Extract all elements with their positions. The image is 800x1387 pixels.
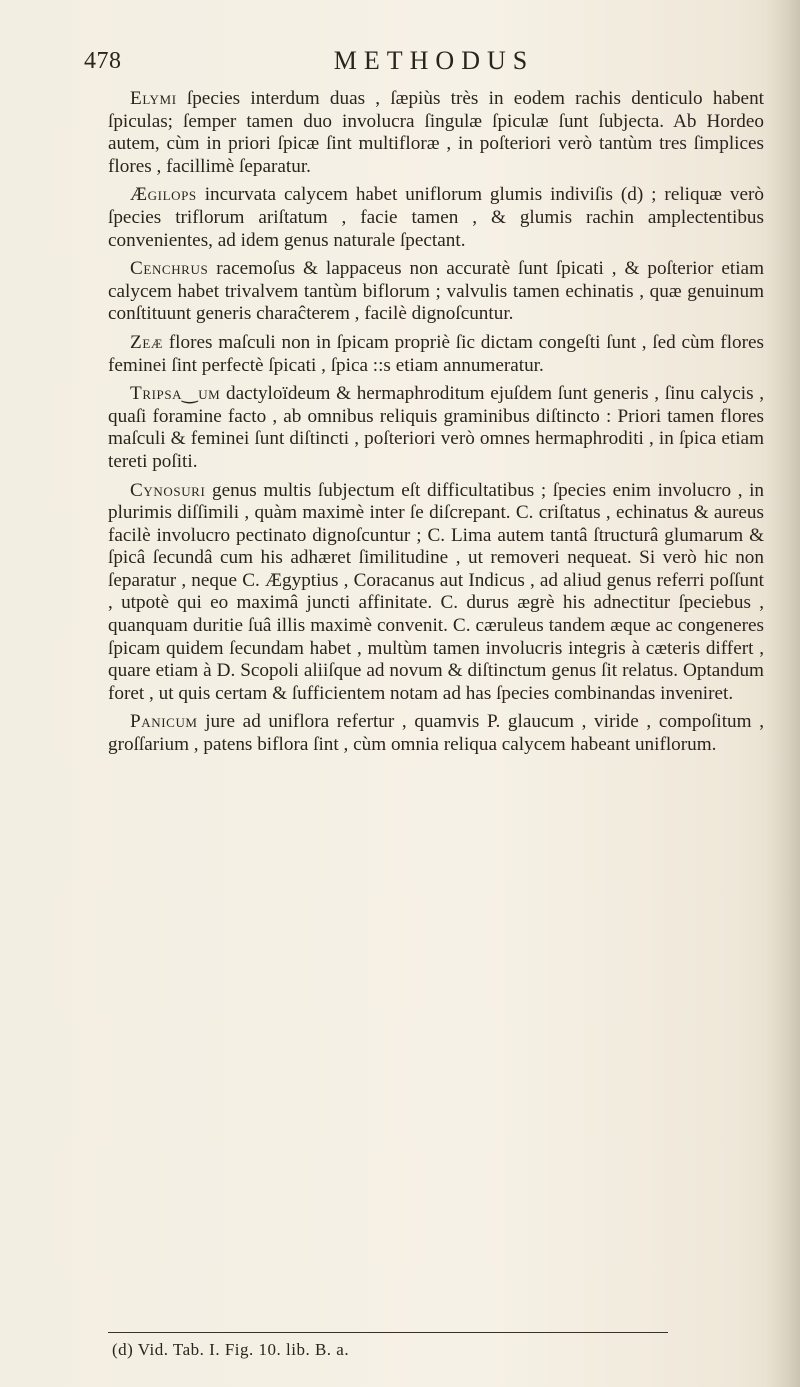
paragraph-text: dactyloïdeum & hermaphroditum ejuſdem ſunt generis , ſinu calycis , quaſi foramine facto , ab omnibus reliquis graminibus diſtincto : Priori tamen flores maſculi & feminei ſunt diſtincti , poſteriori verò omnes hermaphroditi , in ſpica etiam tereti poſiti.	[108, 383, 764, 472]
paragraph-text: incurvata calycem habet uniflorum glumis indiviſis (d) ; reliquæ verò ſpecies triflorum ariſtatum , facie tamen , & glumis rachin amplectentibus convenientes, ad idem genus naturale ſpectant.	[108, 184, 764, 251]
paragraph-zeae	[108, 332, 764, 377]
paragraph-tripsacum	[108, 383, 764, 473]
paragraph-lead: Elymi	[130, 88, 177, 109]
paragraph-lead: Tripsa‿um	[130, 383, 221, 405]
paragraph-lead: Cynosuri	[130, 479, 206, 501]
footnote-rule	[108, 1332, 668, 1333]
page-header	[84, 46, 744, 80]
footnote: (d) Vid. Tab. I. Fig. 10. lib. B. a.	[112, 1340, 350, 1359]
paragraph-text: ſpecies interdum duas , ſæpiùs très in eodem rachis denticulo habent ſpiculas; ſemper tamen duo involucra ſingulæ ſpiculæ ſunt ſubjecta. Ab Hordeo autem, cùm in priori ſpicæ ſint multifloræ , in poſteriori verò tantùm tres ſimplices flores , facillimè ſeparatur.	[108, 88, 764, 177]
paragraph-lead: Ægilops	[130, 184, 197, 206]
paragraph-elymi	[108, 88, 764, 178]
paragraph-text: genus multis ſubjectum eſt difficultatibus ; ſpecies enim involucro , in plurimis diſſimili , quàm maximè inter ſe diſcrepant. C. criſtatus , echinatus & aureus facilè involucro pectinato dignoſcuntur ; C. Lima autem tantâ ſtructurâ glumarum & ſpicâ ſecundâ cum his adhæret ſimilitudine , ut removeri nequeat. Si verò hic non ſeparatur , neque C. Ægyptius , Coracanus aut Indicus , ad aliud genus referri poſſunt , utpotè qui eo maximâ juncti affinitate. C. durus ægrè his adnectitur ſpeciebus , quanquam duritie ſuâ illis maximè convenit. C. cæruleus tandem æque ac congeneres ſpicam quidem ſecundam habet , multùm tamen involucris integris à cæteris differt , quare etiam à D. Scopoli aliiſque ad novum & diſtinctum genus ſit relatus. Optandum foret , ut quis certam & ſufficientem notam ad has ſpecies combinandas inveniret.	[108, 479, 764, 704]
page-number: 478	[84, 48, 122, 74]
paragraph-lead: Panicum	[130, 711, 198, 733]
paragraph-cynosuri	[108, 480, 764, 706]
paragraph-text: flores maſculi non in ſpicam propriè ſic dictam congeſti ſunt , ſed cùm flores feminei ſint perfectè ſpicati , ſpica ::s etiam annumeratur.	[108, 331, 764, 376]
body-text	[108, 88, 764, 763]
paragraph-panicum	[108, 711, 764, 756]
page-edge-shadow	[766, 0, 800, 1387]
paragraph-text: jure ad uniflora refertur , quamvis P. glaucum , viride , compoſitum , groſſarium , patens biflora ſint , cùm omnia reliqua calycem habeant uniflorum.	[108, 711, 764, 756]
paragraph-cenchrus	[108, 258, 764, 326]
paragraph-text: racemoſus & lappaceus non accuratè ſunt ſpicati , & poſterior etiam calycem habet trivalvem tantùm biflorum ; valvulis tamen echinatis , quæ genuinum conſtituunt generis charaĉterem , facilè dignoſcuntur.	[108, 258, 764, 325]
paragraph-aegilops	[108, 184, 764, 252]
running-head: METHODUS	[333, 46, 535, 75]
paragraph-lead: Cenchrus	[130, 258, 209, 280]
paragraph-lead: Zeæ	[130, 331, 164, 353]
